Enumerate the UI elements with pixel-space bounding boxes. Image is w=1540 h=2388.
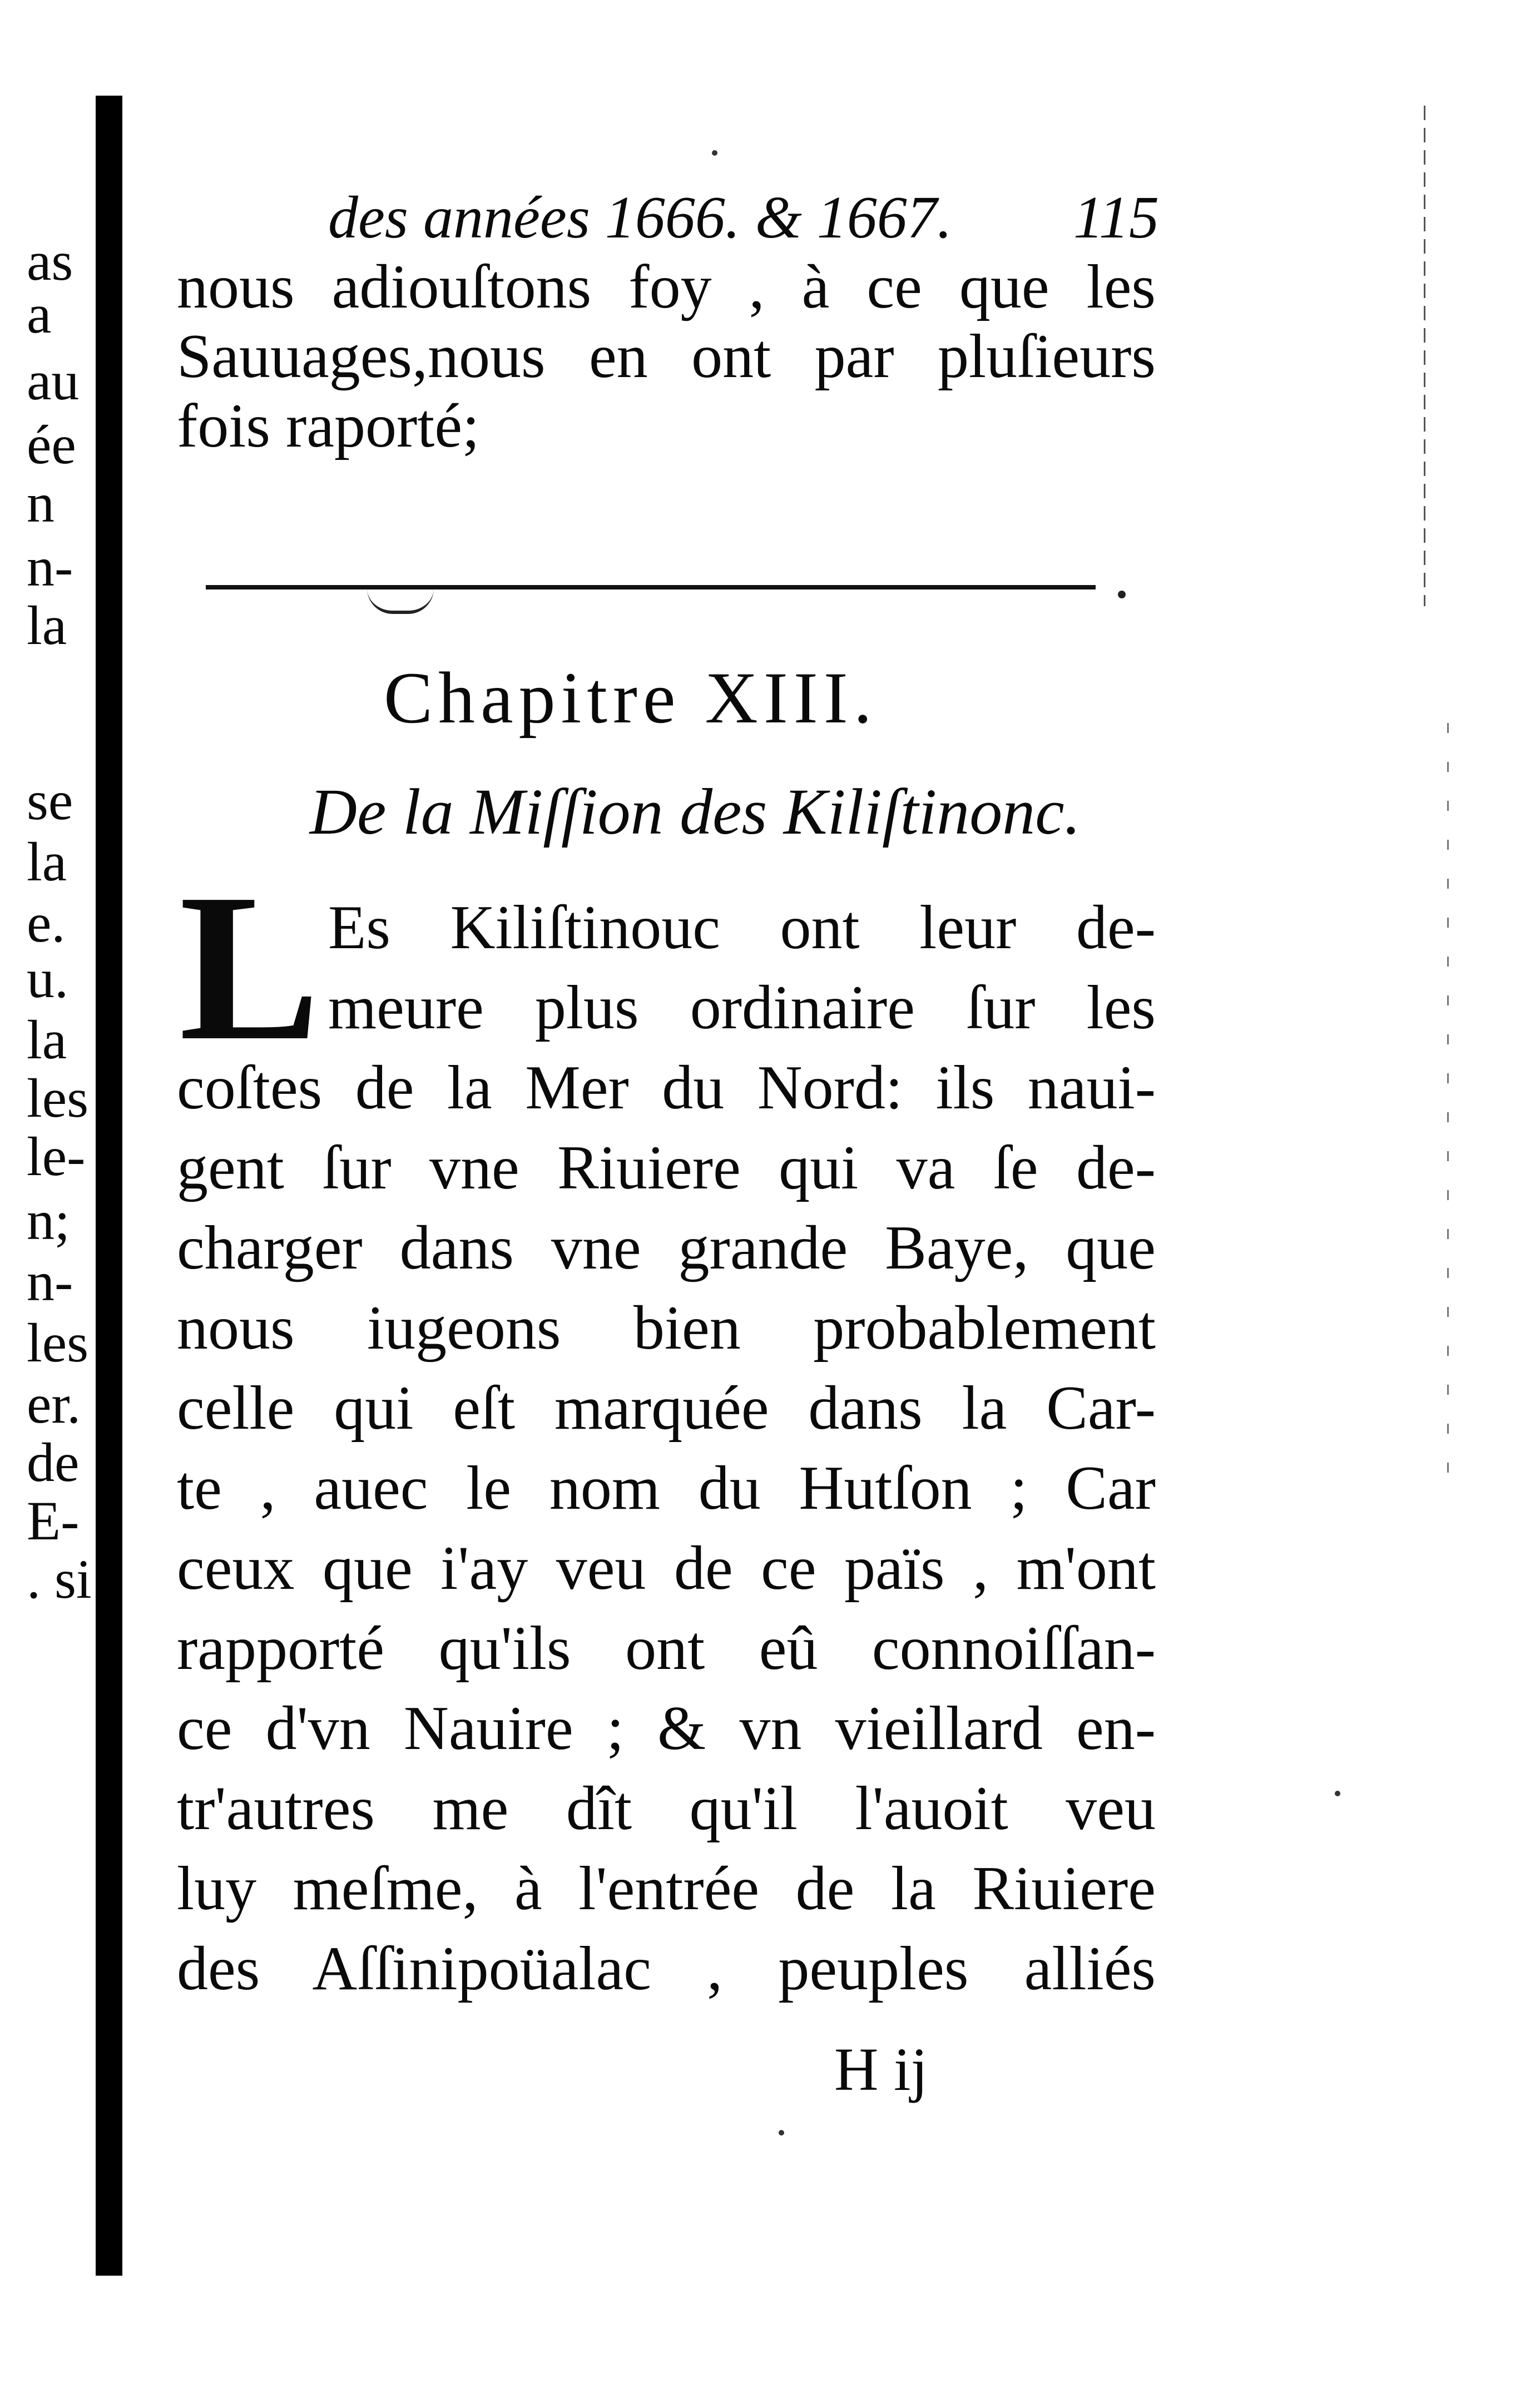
ornament-flourish [367,588,434,614]
paragraph-line: Es Kiliſtinouc ont leur de- [328,893,1156,962]
paragraph-line: ceux que i'ay veu de ce païs , m'ont [177,1534,1156,1603]
binding-gutter-bar [96,96,122,2276]
margin-fragment: as [27,230,73,292]
margin-fragment: n- [27,536,73,598]
paragraph-line: tr'autres me dît qu'il l'auoit veu [177,1774,1156,1843]
paragraph-line: des Aſſinipoüalac , peuples alliés [177,1934,1156,2003]
section-rule-dot [1118,591,1126,598]
chapter-subtitle: De la Miſſion des Kiliſtinonc. [309,775,1081,848]
margin-fragment: les [27,1312,89,1374]
margin-fragment: . si [27,1548,92,1610]
margin-fragment: n- [27,1251,73,1312]
margin-fragment: er. [27,1373,81,1435]
paragraph-line: nous adiouſtons foy , à ce que les [177,252,1156,321]
signature-mark: H ij [834,2035,928,2103]
margin-fragment: la [27,831,67,893]
paragraph-line: rapporté qu'ils ont eû connoiſſan- [177,1614,1156,1683]
margin-fragment: E- [27,1490,80,1552]
paragraph-line: Sauuages,nous en ont par pluſieurs [177,322,1156,391]
paragraph-line: charger dans vne grande Baye, que [177,1213,1156,1282]
page-edge-mark-lower [1447,723,1449,1502]
paragraph-line: celle qui eſt marquée dans la Car- [177,1374,1156,1443]
margin-fragment: le- [27,1126,86,1187]
ink-speck [712,150,717,156]
paragraph-line: coſtes de la Mer du Nord: ils naui- [177,1053,1156,1122]
paragraph-line: nous iugeons bien probablement [177,1294,1156,1363]
margin-fragment: a [27,283,52,345]
paragraph-line: gent ſur vne Riuiere qui va ſe de- [177,1133,1156,1202]
paragraph-line: te , auec le nom du Hutſon ; Car [177,1454,1156,1523]
paragraph-line: fois raporté; [177,392,480,460]
margin-fragment: les [27,1067,89,1129]
margin-fragment: n [27,472,55,534]
paragraph-line: ce d'vn Nauire ; & vn vieillard en- [177,1694,1156,1763]
paragraph-line: luy meſme, à l'entrée de la Riuiere [177,1854,1156,1923]
margin-fragment: au [27,350,80,412]
drop-cap: L [179,850,320,1084]
page-edge-mark [1424,106,1425,606]
chapter-heading: Chapitre XIII. [384,657,878,739]
margin-fragment: u. [27,948,68,1009]
margin-fragment: se [27,770,73,831]
paragraph-line: meure plus ordinaire ſur les [328,973,1156,1042]
margin-fragment: la [27,594,67,656]
running-head-title: des années 1666. & 1667. [328,185,952,251]
page-number: 115 [1073,185,1159,251]
margin-fragment: de [27,1431,80,1493]
margin-fragment: e. [27,892,66,954]
margin-fragment: la [27,1009,67,1071]
margin-fragment: ée [27,414,76,475]
ink-speck [1335,1791,1340,1796]
ink-speck [779,2130,784,2136]
section-rule [206,585,1096,589]
margin-fragment: n; [27,1190,70,1251]
